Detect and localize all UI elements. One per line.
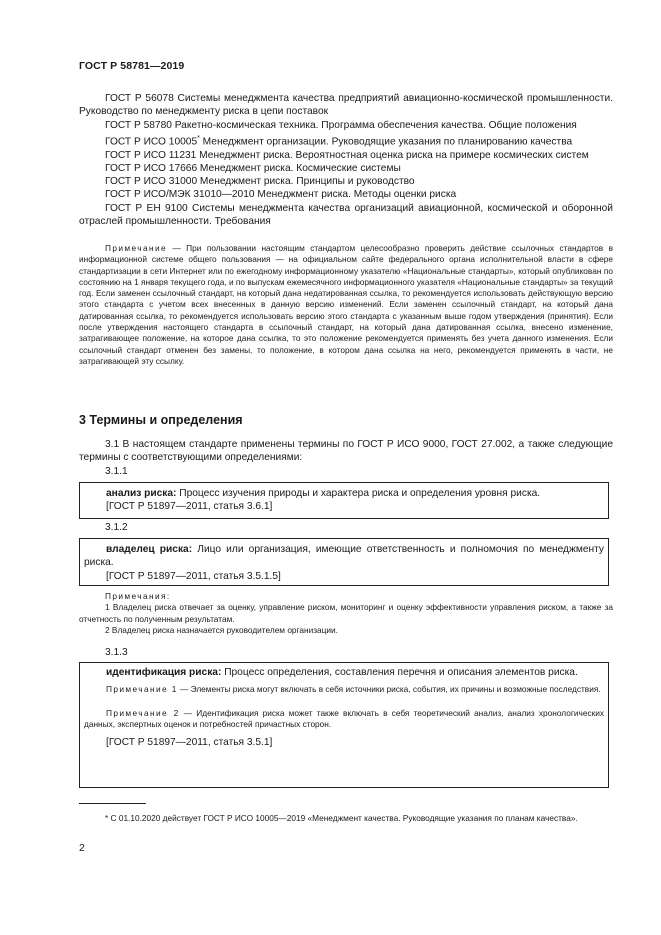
reference-item: ГОСТ Р ИСО 11231 Менеджмент риска. Вероятностная оценка риска на примере космических систем (105, 149, 589, 161)
term-definition: владелец риска: Лицо или организация, имеющие ответственность и полномочия по менеджменту риска. (84, 544, 604, 569)
reference-item: ГОСТ Р ИСО 10005* Менеджмент организации. Руководящие указания по планированию качества (105, 134, 573, 148)
document-code: ГОСТ Р 58781—2019 (79, 60, 185, 72)
risk-owner-notes (79, 591, 613, 636)
term-box-risk-analysis (79, 482, 609, 519)
note-text: — При пользовании настоящим стандартом целесообразно проверить действие ссылочных стандартов в информационной системе общего пользования — на официальном сайте федерального органа исполнительной власти в сфере стандартизации в сети Интернет или по ежегодному информационному указателю «Национальные стандарты», который опубликован по состоянию на 1 января текущего года, и по выпускам ежемесячного информационного указателя «Национальные стандарты» за текущий год. Если заменен ссылочный стандарт, на который дана недатированная ссылка, то рекомендуется использовать действующую версию этого стандарта с учетом всех внесенных в данную версию изменений. Если заменен ссылочный стандарт, на который дана датированная ссылка, то рекомендуется использовать версию этого стандарта с указанным выше годом утверждения (принятия). Если после утверждения настоящего стандарта в ссылочный стандарт, на который дана датированная ссылка, внесено изменение, затрагивающее положение, на которое дана ссылка, то это положение рекомендуется применять без учета данного изменения. Если ссылочный стандарт отменен без замены, то положение, в котором дана ссылка на него, рекомендуется применять в части, не затрагивающей эту ссылку. (79, 243, 613, 366)
page-number: 2 (79, 842, 85, 854)
section-title: 3 Термины и определения (79, 413, 243, 427)
term-definition: анализ риска: Процесс изучения природы и характера риска и определения уровня риска. (106, 488, 541, 499)
term-number: 3.1.2 (105, 522, 128, 533)
term-box-risk-identification (79, 662, 609, 788)
term-number: 3.1.1 (105, 466, 128, 477)
term-source: [ГОСТ Р 51897—2011, статья 3.5.1] (106, 737, 273, 749)
term-source: [ГОСТ Р 51897—2011, статья 3.6.1] (106, 501, 273, 513)
footnote-marker: * (197, 134, 200, 142)
note-item: 1 Владелец риска отвечает за оценку, управление риском, мониторинг и оценку эффективности управления риском, а также за отчетность по полученным результатам. (79, 602, 613, 624)
reference-item: ГОСТ Р 58780 Ракетно-космическая техника. Программа обеспечения качества. Общие положения (105, 119, 577, 131)
section-intro: 3.1 В настоящем стандарте применены термины по ГОСТ Р ИСО 9000, ГОСТ 27.002, а также следующие термины с соответствующими определениями: (79, 439, 613, 464)
term-note: Примечание 2 — Идентификация риска может также включать в себя теоретический анализ, анализ хронологических данных, экспертных оценок и потребностей причастных сторон. (84, 707, 605, 729)
term-note: Примечание 1 — Элементы риска могут включать в себя источники риска, события, их причины и возможные последствия. (106, 684, 601, 695)
reference-item: ГОСТ Р ЕН 9100 Системы менеджмента качества организаций авиационной, космической и оборонной отраслей промышленности. Требования (79, 202, 613, 228)
reference-item: ГОСТ Р ИСО/МЭК 31010—2010 Менеджмент риска. Методы оценки риска (105, 189, 457, 201)
term-name: владелец риска: (106, 544, 193, 555)
term-source: [ГОСТ Р 51897—2011, статья 3.5.1.5] (106, 570, 281, 582)
reference-item: ГОСТ Р ИСО 31000 Менеджмент риска. Принципы и руководство (105, 176, 415, 188)
footnote: * С 01.10.2020 действует ГОСТ Р ИСО 10005—2019 «Менеджмент качества. Руководящие указания по планам качества». (105, 813, 578, 823)
term-definition: идентификация риска: Процесс определения, составления перечня и описания элементов риска. (106, 667, 578, 678)
footnote-divider (79, 803, 146, 804)
references-note (79, 243, 613, 367)
note-item: 2 Владелец риска назначается руководителем организации. (105, 624, 338, 635)
term-number: 3.1.3 (105, 647, 128, 658)
reference-item: ГОСТ Р 56078 Системы менеджмента качества предприятий авиационно-космической промышленности. Руководство по менеджменту риска в цепи поставок (79, 93, 613, 118)
normative-references (79, 92, 613, 228)
reference-item: ГОСТ Р ИСО 17666 Менеджмент риска. Космические системы (105, 162, 401, 174)
term-box-risk-owner (79, 538, 609, 586)
notes-label: Примечания: (105, 591, 171, 601)
note-label: Примечание (105, 243, 168, 253)
term-name: идентификация риска: (106, 667, 222, 678)
term-name: анализ риска: (106, 488, 177, 499)
